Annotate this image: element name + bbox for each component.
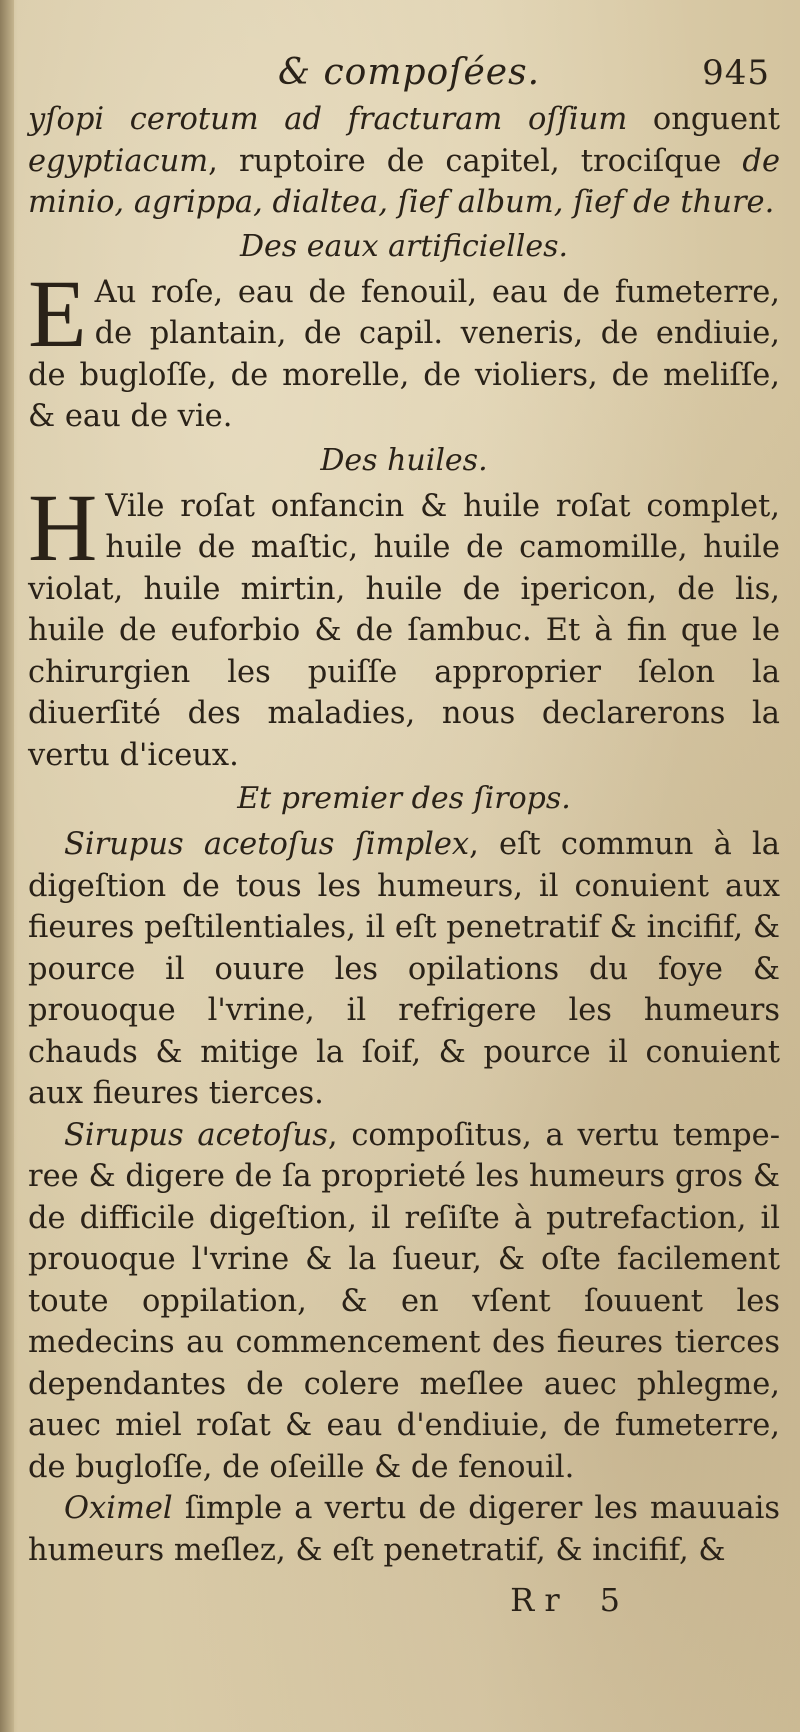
sirop-simplex-paragraph bbox=[28, 824, 780, 1115]
running-head bbox=[278, 52, 770, 93]
signature-number: 5 bbox=[599, 1581, 620, 1619]
page-number: 945 bbox=[702, 53, 770, 93]
eaux-text: Au roſe, eau de fenouil, eau de fumeterre, de plantain, de capil. veneris, de endiuie, de bugloſſe, de morelle, de violiers, de meliſſe, & eau de vie. bbox=[28, 274, 780, 434]
sirop-compositus-latin: Sirupus acetoſus bbox=[64, 1117, 328, 1153]
intro-paragraph bbox=[28, 99, 780, 224]
sirop-compositus-text: , compoſitus, a vertu tempe-ree & digere de ſa proprieté les humeurs gros & de difficile digeſtion, il reſiſte à putrefaction, il prouoque l'vrine & la ſueur, & oſte facilement toute oppilation, & en vſent ſouuent les medecins au commencement des fieures tierces dependantes de colere meſlee auec phlegme, auec miel roſat & eau d'endiuie, de fumeterre, de bugloſſe, de oſeille & de fenouil. bbox=[28, 1117, 781, 1485]
eaux-paragraph bbox=[28, 259, 780, 438]
page-spine-shadow bbox=[0, 0, 14, 1732]
section-heading-huiles: Des huiles. bbox=[320, 442, 488, 478]
intro-latin-3: de minio, agrippa, dialtea, ſief album, ſief de thure. bbox=[28, 143, 780, 220]
dropcap-h: H bbox=[28, 473, 98, 581]
huiles-text: Vile roſat onfancin & huile roſat complet, huile de maſtic, huile de camomille, huile violat, huile mirtin, huile de ipericon, de lis, huile de euforbio & de ſambuc. Et à fin que le chirurgien les puiſſe approprier ſelon la diuerſité des maladies, nous declarerons la vertu d'iceux. bbox=[28, 488, 780, 773]
section-heading-eaux: Des eaux artificielles. bbox=[239, 228, 569, 264]
intro-latin-2: egyptiacum bbox=[28, 143, 209, 179]
intro-latin-1: yſopi cerotum ad fracturam oſſium bbox=[28, 102, 628, 137]
sirop-compositus-paragraph bbox=[28, 1115, 780, 1489]
oximel-latin: Oximel bbox=[64, 1491, 173, 1526]
dropcap-e: E bbox=[28, 259, 87, 367]
intro-text-2: , ruptoire de capitel, trociſque bbox=[208, 143, 743, 179]
signature-letters: R r bbox=[510, 1581, 560, 1619]
oximel-paragraph bbox=[28, 1488, 780, 1571]
intro-text-1: onguent bbox=[627, 102, 780, 137]
oximel-text: ſimple a vertu de digerer les mauuais humeurs meſlez, & eſt penetratif, & incifif, & bbox=[28, 1491, 780, 1568]
body-text bbox=[28, 99, 780, 1571]
huiles-paragraph bbox=[28, 473, 780, 777]
running-head-title: & compoſées. bbox=[278, 52, 541, 93]
sirop-simplex-latin: Sirupus acetoſus ſimplex bbox=[64, 827, 470, 862]
section-heading-sirops: Et premier des ſirops. bbox=[237, 781, 571, 816]
signature-mark bbox=[28, 1581, 620, 1619]
sirop-simplex-text: , eſt commun à la digeſtion de tous les humeurs, il conuient aux fieures peſtilentiales, il eſt penetratif & incifif, & pource il ouure les opilations du foye & prouoque l'vrine, il refrigere les humeurs chauds & mitige la ſoif, & pource il conuient aux fieures tierces. bbox=[28, 827, 780, 1111]
